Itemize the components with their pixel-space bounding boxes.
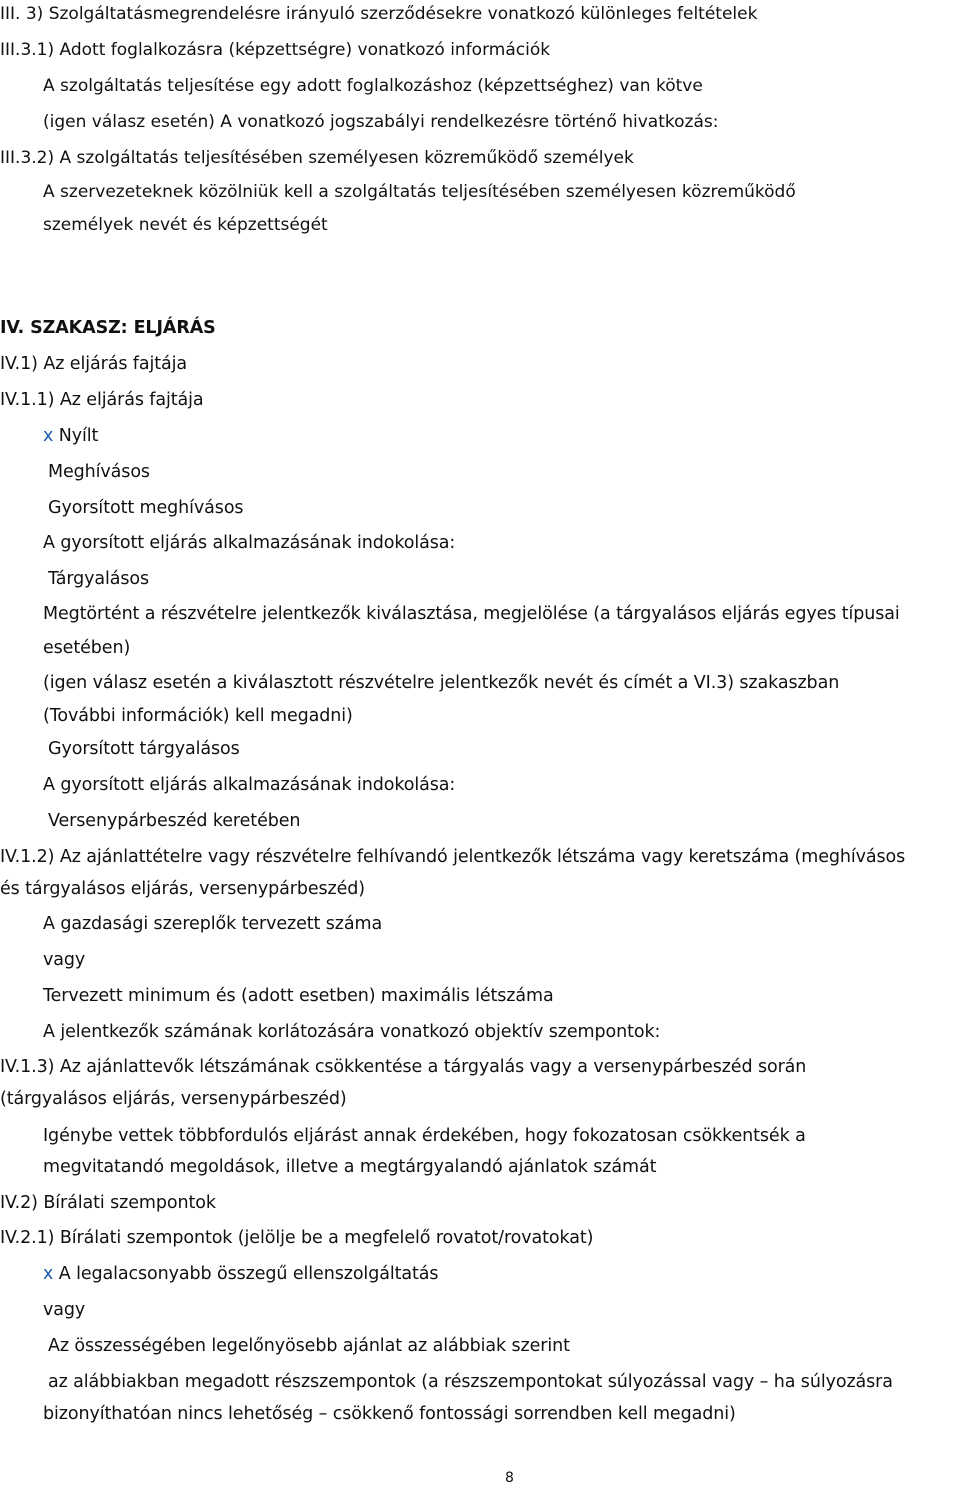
text-line: A jelentkezők számának korlátozására vonatkozó objektív szempontok: [43, 1022, 661, 1042]
option-gyorsitott-meghivasos: Gyorsított meghívásos [48, 498, 244, 518]
text-line: (tárgyalásos eljárás, versenypárbeszéd) [0, 1089, 347, 1109]
section-heading-iv-1-2: IV.1.2) Az ajánlattételre vagy részvételre felhívandó jelentkezők létszáma vagy keretszáma (meghívásos [0, 847, 906, 867]
text-line: A szervezeteknek közölniük kell a szolgáltatás teljesítésében személyesen közreműködő [43, 182, 796, 202]
text-line: megvitatandó megoldások, illetve a megtárgyalandó ajánlatok számát [43, 1157, 657, 1177]
text-line: Tervezett minimum és (adott esetben) maximális létszáma [43, 986, 554, 1006]
option-osszessegeben: Az összességében legelőnyösebb ajánlat az alábbiak szerint [48, 1336, 570, 1356]
check-mark-icon: x [43, 1264, 54, 1284]
page-number: 8 [505, 1470, 514, 1486]
check-mark-icon: x [43, 426, 54, 446]
option-meghivasos: Meghívásos [48, 462, 150, 482]
text-line: (További információk) kell megadni) [43, 706, 353, 726]
text-line: vagy [43, 950, 86, 970]
section-heading-iv: IV. SZAKASZ: ELJÁRÁS [0, 318, 216, 338]
text-line: esetében) [43, 638, 131, 658]
text-line: Igénybe vettek többfordulós eljárást annak érdekében, hogy fokozatosan csökkentsék a [43, 1126, 806, 1146]
text-line: vagy [43, 1300, 86, 1320]
option-targyalasos: Tárgyalásos [48, 569, 150, 589]
section-heading-iv-2: IV.2) Bírálati szempontok [0, 1193, 216, 1213]
text-line: A gyorsított eljárás alkalmazásának indokolása: [43, 775, 456, 795]
text-line: az alábbiakban megadott részszempontok (a részszempontokat súlyozással vagy – ha súlyozásra [48, 1372, 893, 1392]
text-line: A szolgáltatás teljesítése egy adott foglalkozáshoz (képzettséghez) van kötve [43, 76, 703, 96]
text-line: A gyorsított eljárás alkalmazásának indokolása: [43, 533, 456, 553]
section-heading-iv-1-3: IV.1.3) Az ajánlattevők létszámának csökkentése a tárgyalás vagy a versenypárbeszéd során [0, 1057, 807, 1077]
option-legalacsonyabb [43, 1262, 438, 1286]
option-label: Nyílt [58, 426, 99, 446]
text-line: (igen válasz esetén) A vonatkozó jogszabályi rendelkezésre történő hivatkozás: [43, 112, 719, 132]
text-line: bizonyíthatóan nincs lehetőség – csökkenő fontossági sorrendben kell megadni) [43, 1404, 736, 1424]
text-line: személyek nevét és képzettségét [43, 215, 328, 235]
option-gyorsitott-targyalasos: Gyorsított tárgyalásos [48, 739, 240, 759]
option-label: A legalacsonyabb összegű ellenszolgáltatás [58, 1264, 439, 1284]
option-nyilt [43, 424, 98, 448]
section-heading-iii-3-2: III.3.2) A szolgáltatás teljesítésében személyesen közreműködő személyek [0, 148, 634, 168]
section-heading-iv-1: IV.1) Az eljárás fajtája [0, 354, 188, 374]
section-heading-iv-1-1: IV.1.1) Az eljárás fajtája [0, 390, 204, 410]
text-line: Megtörtént a részvételre jelentkezők kiválasztása, megjelölése (a tárgyalásos eljárás egyes típusai [43, 604, 900, 624]
text-line: (igen válasz esetén a kiválasztott részvételre jelentkezők nevét és címét a VI.3) szakaszban [43, 673, 840, 693]
section-heading-iii-3: III. 3) Szolgáltatásmegrendelésre irányuló szerződésekre vonatkozó különleges feltételek [0, 4, 758, 24]
text-line: A gazdasági szereplők tervezett száma [43, 914, 383, 934]
option-versenyparbeszed: Versenypárbeszéd keretében [48, 811, 301, 831]
section-heading-iv-2-1: IV.2.1) Bírálati szempontok (jelölje be a megfelelő rovatot/rovatokat) [0, 1228, 594, 1248]
text-line: és tárgyalásos eljárás, versenypárbeszéd) [0, 879, 366, 899]
section-heading-iii-3-1: III.3.1) Adott foglalkozásra (képzettségre) vonatkozó információk [0, 40, 551, 60]
